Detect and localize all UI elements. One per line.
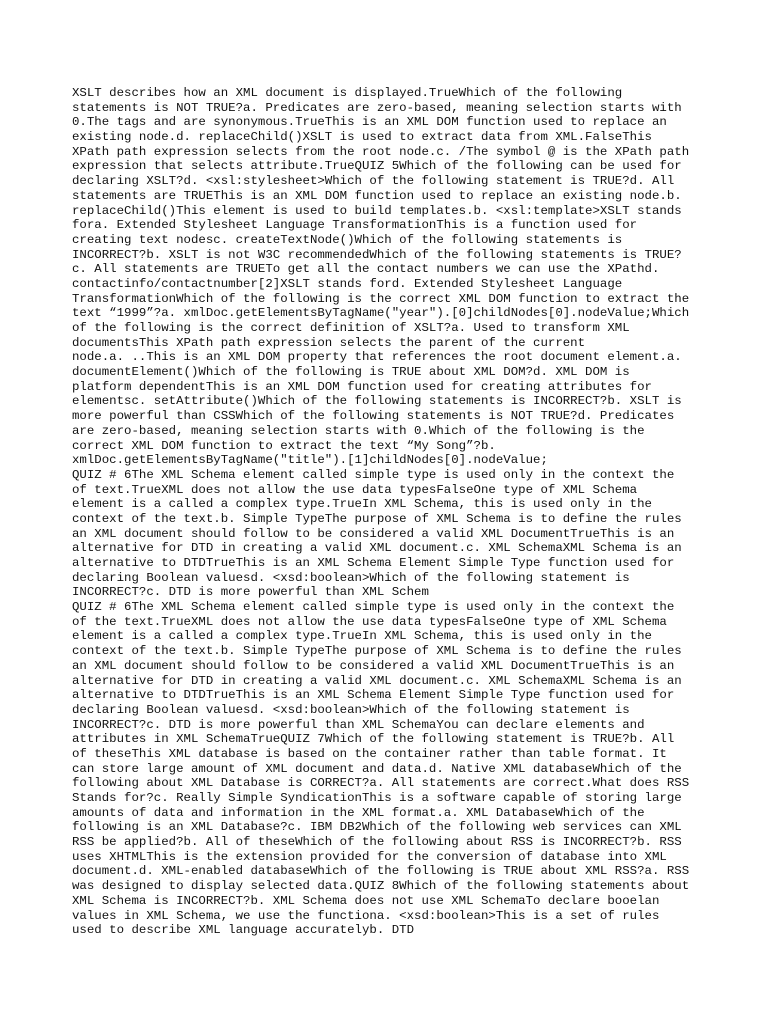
text-line: contactinfo/contactnumber[2]XSLT stands ford. Extended Stylesheet Language bbox=[72, 276, 623, 291]
text-line: QUIZ # 6The XML Schema element called simple type is used only in the context the bbox=[72, 467, 675, 482]
text-line: alternative to DTDTrueThis is an XML Schema Element Simple Type function used for bbox=[72, 688, 675, 703]
text-line: creating text nodesc. createTextNode()Which of the following statements is bbox=[72, 232, 623, 247]
text-line: of the following is the correct definition of XSLT?a. Used to transform XML bbox=[72, 321, 630, 335]
text-line: element is a called a complex type.TrueIn XML Schema, this is used only in the bbox=[72, 497, 652, 512]
text-line: INCORRECT?c. DTD is more powerful than XML Schem bbox=[72, 585, 429, 600]
text-line: alternative for DTD in creating a valid XML document.c. XML SchemaXML Schema is an bbox=[72, 673, 682, 688]
text-line: following about XML Database is CORRECT?a. All statements are correct.What does RSS bbox=[72, 776, 690, 791]
text-line: an XML document should follow to be considered a valid XML DocumentTrueThis is an bbox=[72, 526, 675, 541]
text-line: correct XML DOM function to extract the text “My Song”?b. bbox=[72, 438, 496, 453]
text-line: was designed to display selected data.QUIZ 8Which of the following statements about bbox=[72, 879, 690, 894]
text-line: RSS be applied?b. All of theseWhich of the following about RSS is INCORRECT?b. RSS bbox=[72, 835, 682, 850]
text-line: following is an XML Database?c. IBM DB2Which of the following web services can XML bbox=[72, 820, 682, 835]
text-line: INCORRECT?b. XSLT is not W3C recommendedWhich of the following statements is TRUE? bbox=[72, 247, 682, 262]
document-body-text bbox=[72, 86, 702, 938]
text-line: xmlDoc.getElementsByTagName("title").[1]childNodes[0].nodeValue; bbox=[72, 453, 548, 468]
text-line: fora. Extended Stylesheet Language TransformationThis is a function used for bbox=[72, 218, 638, 233]
text-line: alternative for DTD in creating a valid XML document.c. XML SchemaXML Schema is an bbox=[72, 541, 682, 556]
text-line: uses XHTMLThis is the extension provided for the conversion of database into XML bbox=[72, 849, 667, 864]
text-line: values in XML Schema, we use the functiona. <xsd:boolean>This is a set of rules bbox=[72, 908, 660, 923]
text-line: can store large amount of XML document and data.d. Native XML databaseWhich of the bbox=[72, 761, 682, 776]
text-line: text “1999”?a. xmlDoc.getElementsByTagName("year").[0]childNodes[0].nodeValue;Which bbox=[72, 306, 690, 321]
text-line: expression that selects attribute.TrueQUIZ 5Which of the following can be used for bbox=[72, 159, 682, 174]
text-line: declaring Boolean valuesd. <xsd:boolean>Which of the following statement is bbox=[72, 570, 630, 585]
text-line: documentsThis XPath path expression selects the parent of the current bbox=[72, 335, 586, 350]
text-line: statements is NOT TRUE?a. Predicates are zero-based, meaning selection starts with bbox=[72, 100, 682, 115]
text-line: replaceChild()This element is used to build templates.b. <xsl:template>XSLT stands bbox=[72, 203, 682, 218]
text-line: declaring XSLT?d. <xsl:stylesheet>Which of the following statement is TRUE?d. All bbox=[72, 174, 675, 189]
text-line: Stands for?c. Really Simple SyndicationThis is a software capable of storing large bbox=[72, 791, 682, 805]
text-line: existing node.d. replaceChild()XSLT is used to extract data from XML.FalseThis bbox=[72, 130, 652, 145]
text-line: c. All statements are TRUETo get all the contact numbers we can use the XPathd. bbox=[72, 262, 660, 277]
text-line: TransformationWhich of the following is the correct XML DOM function to extract the bbox=[72, 291, 690, 306]
text-line: more powerful than CSSWhich of the following statements is NOT TRUE?d. Predicates bbox=[72, 409, 675, 424]
text-line: INCORRECT?c. DTD is more powerful than XML SchemaYou can declare elements and bbox=[72, 717, 645, 732]
text-line: document.d. XML-enabled databaseWhich of the following is TRUE about XML RSS?a. RSS bbox=[72, 864, 690, 879]
text-line: of text.TrueXML does not allow the use data typesFalseOne type of XML Schema bbox=[72, 482, 638, 497]
text-line: documentElement()Which of the following is TRUE about XML DOM?d. XML DOM is bbox=[72, 365, 630, 380]
text-line: used to describe XML language accuratelyb. DTD bbox=[72, 923, 415, 938]
text-line: 0.The tags and are synonymous.TrueThis is an XML DOM function used to replace an bbox=[72, 115, 667, 130]
text-line: XPath path expression selects from the root node.c. /The symbol @ is the XPath path bbox=[72, 144, 690, 159]
text-line: platform dependentThis is an XML DOM function used for creating attributes for bbox=[72, 379, 652, 394]
text-line: are zero-based, meaning selection starts with 0.Which of the following is the bbox=[72, 423, 645, 438]
text-line: of the text.TrueXML does not allow the use data typesFalseOne type of XML Schema bbox=[72, 614, 667, 629]
text-line: alternative to DTDTrueThis is an XML Schema Element Simple Type function used for bbox=[72, 556, 675, 570]
text-line: amounts of data and information in the XML format.a. XML DatabaseWhich of the bbox=[72, 805, 645, 820]
text-line: an XML document should follow to be considered a valid XML DocumentTrueThis is an bbox=[72, 658, 675, 673]
text-line: QUIZ # 6The XML Schema element called simple type is used only in the context the bbox=[72, 600, 675, 615]
text-line: declaring Boolean valuesd. <xsd:boolean>Which of the following statement is bbox=[72, 702, 630, 717]
text-line: of theseThis XML database is based on the container rather than table format. It bbox=[72, 746, 667, 761]
text-line: XSLT describes how an XML document is displayed.TrueWhich of the following bbox=[72, 86, 623, 100]
text-line: node.a. ..This is an XML DOM property that references the root document element.a. bbox=[72, 350, 682, 365]
text-line: elementsc. setAttribute()Which of the following statements is INCORRECT?b. XSLT is bbox=[72, 394, 682, 409]
text-line: attributes in XML SchemaTrueQUIZ 7Which of the following statement is TRUE?b. All bbox=[72, 732, 675, 747]
text-line: context of the text.b. Simple TypeThe purpose of XML Schema is to define the rules bbox=[72, 644, 682, 659]
text-line: context of the text.b. Simple TypeThe purpose of XML Schema is to define the rules bbox=[72, 511, 682, 526]
text-line: statements are TRUEThis is an XML DOM function used to replace an existing node.b. bbox=[72, 188, 682, 203]
text-line: XML Schema is INCORRECT?b. XML Schema does not use XML SchemaTo declare booelan bbox=[72, 893, 660, 908]
text-line: element is a called a complex type.TrueIn XML Schema, this is used only in the bbox=[72, 629, 652, 644]
